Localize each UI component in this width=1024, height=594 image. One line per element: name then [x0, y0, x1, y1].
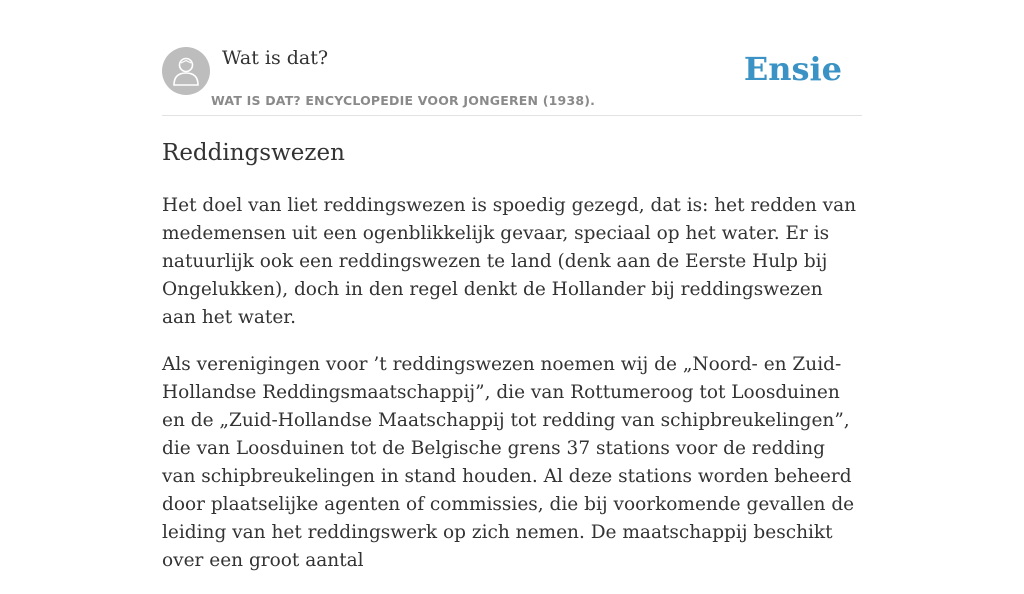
- avatar[interactable]: [162, 47, 210, 95]
- brand-logo-link[interactable]: Ensie: [743, 50, 842, 88]
- article-paragraph-2: Als verenigingen voor ’t reddingswezen noemen wij de „Noord- en Zuid-Hollandse Reddingsmaatschappij”, die van Rottumeroog tot Loosduinen en de „Zuid-Hollandse Maatschappij tot redding van schipbreukelingen”, die van Loosduinen tot de Belgische grens 37 stations voor de redding van schipbreukelingen in stand houden. Al deze stations worden beheerd door plaatselijke agenten of commissies, die bij voorkomende gevallen de leiding van het reddingswerk op zich nemen. De maatschappij beschikt over een groot aantal: [162, 354, 855, 571]
- source-title[interactable]: Wat is dat?: [222, 47, 329, 69]
- article-title: Reddingswezen: [162, 140, 345, 166]
- article-paragraph-1: Het doel van liet reddingswezen is spoedig gezegd, dat is: het redden van medemensen uit een ogenblikkelijk gevaar, speciaal op het water. Er is natuurlijk ook een reddingswezen te land (denk aan de Eerste Hulp bij Ongelukken), doch in den regel denkt de Hollander bij reddingswezen aan het water.: [162, 195, 857, 328]
- header-divider: [162, 115, 862, 116]
- source-subtitle: WAT IS DAT? ENCYCLOPEDIE VOOR JONGEREN (1938).: [211, 93, 596, 108]
- user-icon: [171, 55, 201, 87]
- article-body: [162, 192, 862, 594]
- source-header: [162, 46, 862, 116]
